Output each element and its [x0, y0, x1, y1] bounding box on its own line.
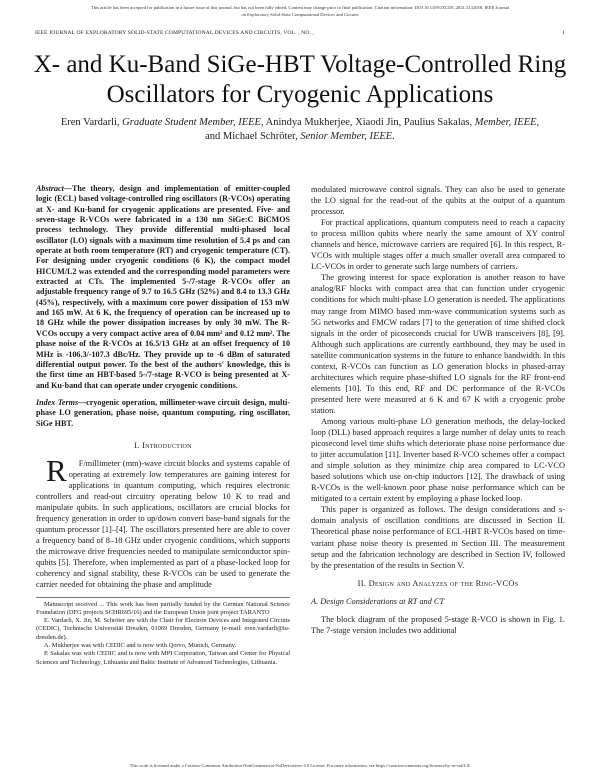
footnote-affiliation: A. Mukherjee was with CEDIC and is now with Qorvo, Munich, Germany.: [44, 642, 237, 649]
section-heading-introduction: I. Introduction: [134, 440, 192, 450]
license-notice: This work is licensed under a Creative Commons Attribution-NonCommercial-NoDerivatives 4.0 License. For more information, see https://creativecommons.org/licenses/by-nc-nd/4.0/: [129, 763, 471, 768]
abstract-text: —The theory, design and implementation of emitter-coupled logic (ECL) based voltage-controlled ring oscillators (R-VCOs) operating at X- and Ku-band for cryogenic applications are presented. Five- and seven-stage R-VCOs were fabricated in a 130 nm SiGe:C BiCMOS process technology. They provide differential multi-phased local oscillator (LO) signals with a maximum time resolution of 5.4 ps and can operate at both room temperature (RT) and cryogenic temperature (CT). For designing under cryogenic conditions (6 K), the compact model HICUM/L2 was extended and the corresponding model parameters were extracted at CTs. The implemented 5-/7-stage R-VCOs offer an adjustable frequency range of 9.7 to 16.5 GHz (52%) and 8.4 to 13.3 GHz (45%), respectively, with a maximum core power dissipation of 153 mW and 165 mW. At 6 K, the frequency of operation can be increased up to 18 GHz while the power dissipation increases by only 30 mW. The R-VCOs occupy a very compact active area of 0.04 mm² and 0.12 mm². The phase noise of the R-VCOs at 16.5/13 GHz at an offset frequency of 10 MHz is -106.3/-107.3 dBc/Hz. They provide up to -6 dBm of saturated differential output power. To the best of the authors' knowledge, this is the first time an HBT-based 5-/7-stage R-VCO is being presented at X- and Ku-band that can operate under cryogenic conditions.: [36, 184, 290, 390]
body-paragraph: Among various multi-phase LO generation methods, the delay-locked loop (DLL) based approach requires a large number of delay units to reach picosecond level time shifts which deteriorate phase noise performance due to jitter accumulation [11]. Inverter based R-VCO schemes offer a compact and simple solution as they minimize chip area compared to LC-VCO based solutions which use on-chip inductors [12]. The drawback of using R-VCOs is the well-known poor phase noise performance which can be mitigated to a certain extent by employing a phase locked loop.: [311, 416, 565, 504]
footnotes: [36, 597, 290, 667]
journal-name: IEEE JOURNAL OF EXPLORATORY SOLID-STATE COMPUTATIONAL DEVICES AND CIRCUITS, VOL. , NO. ,: [35, 30, 314, 36]
author-name: , Anindya Mukherjee, Xiaodi Jin, Paulius Sakalas,: [260, 117, 475, 128]
author-role: Member, IEEE: [474, 117, 537, 128]
footnote-affiliation: E. Vardarli, X. Jin, M. Schröter are with the Chair for Electron Devices and Integrated Circuits (CEDIC), Technische Universität Dresden, 01069 Dresden, Germany (e-mail: eren.vardarli@tu-dresden.de).: [36, 617, 290, 641]
body-paragraph: For practical applications, quantum computers need to reach a capacity to process million qubits where nearly the same amount of XY control channels and hence, microwave carriers are required [6]. In this respect, R-VCOs with multiple stages offer a much smaller overall area compared to LC-VCOs in order to generate such large numbers of carriers.: [311, 218, 565, 272]
author-name: , and Michael Schröter,: [205, 117, 540, 142]
author-list: [60, 116, 540, 143]
publication-notice: [20, 5, 580, 18]
body-paragraph: The block diagram of the proposed 5-stage R-VCO is shown in Fig. 1. The 7-stage version includes two additional: [311, 614, 565, 635]
body-paragraph: modulated microwave control signals. They can also be used to generate the LO signal for the read-out of the qubits at the output of a quantum processor.: [311, 185, 565, 217]
body-paragraph: This paper is organized as follows. The design considerations and s-domain analysis of oscillation conditions are discussed in Section II. Theoretical phase noise performance of ECL-HBT R-VCOs based on time-variant phase noise theory is presented in Section III. The measurement setup and the fabrication technology are described in Section IV, followed by the presentation of the results in Section V.: [311, 505, 565, 570]
drop-cap: R: [46, 452, 67, 488]
abstract: [36, 184, 290, 391]
intro-paragraph: [36, 452, 290, 591]
paper-title: X- and Ku-Band SiGe-HBT Voltage-Controlled Ring Oscillators for Cryogenic Applications: [33, 51, 567, 108]
abstract-label: Abstract: [36, 184, 64, 193]
right-column: [311, 184, 565, 636]
intro-paragraph-text: F/millimeter (mm)-wave circuit blocks and systems capable of operating at extremely low temperatures are gaining interest for applications in quantum computing, which requires electronic controllers and read-out circuitry operating below 10 K to read and manipulate qubits. In such applications, oscillators are crucial blocks for frequency generation in order to up/down convert base-band signals for the quantum processor [1]–[4]. The oscillators presented here are able to cover a frequency band of 8–18 GHz under cryogenic conditions, which supports the microwave drive frequencies needed to manipulate semiconductor spin-qubits [5]. Therefore, when implemented as part of a phase-locked loop for coherency and signal stability, these R-VCOs can be used to generate the carrier needed for obtaining the phase and amplitude: [36, 458, 290, 590]
author-role: Graduate Student Member, IEEE: [122, 117, 261, 128]
running-header: [35, 30, 565, 36]
index-terms: [36, 398, 290, 429]
section-heading-design: II. Design and Analyzes of the Ring-VCOs: [357, 578, 519, 588]
index-terms-label: Index Terms: [36, 397, 79, 407]
publication-notice-line2: on Exploratory Solid-State Computational Devices and Circuits: [241, 11, 359, 17]
publication-notice-line1: This article has been accepted for publication in a future issue of this journal, but has not been fully edited. Content may change prior to final publication. Citation information: DOI 10.1109/JXCDC.2021.3132658, IEEE Journal: [90, 5, 510, 10]
author-role: Senior Member, IEEE.: [300, 130, 395, 142]
page-number: 1: [562, 30, 565, 36]
subsection-heading: A. Design Considerations at RT and CT: [311, 596, 445, 606]
footnote-received: Manuscript received ... This work has been partially funded by the German National Science Foundation (DFG projects SCHR695/16) and the European Union joint project TARANTO: [36, 600, 290, 616]
author-name: Eren Vardarli,: [60, 117, 123, 128]
index-terms-text: —cryogenic operation, millimeter-wave circuit design, multi-phase LO generation, phase noise, quantum computing, ring oscillator, SiGe HBT.: [36, 397, 291, 428]
left-column: [36, 184, 290, 667]
footnote-affiliation: P. Sakalas was with CEDIC and is now with MPI Corporation, Taiwan and Center for Physical Sciences and Technology, Lithuania and Baltic Institute of Advanced Technologies, Lithuania.: [36, 650, 290, 666]
body-paragraph: The growing interest for space exploration is another reason to have analog/RF blocks with compact area that can function under cryogenic conditions for which multi-phase LO generation is needed. The applications may range from MIMO based mm-wave communication systems such as 5G networks and FMCW radars [7] to the generation of time shifted clock signals in the order of picoseconds crucial for UWB transceivers [8], [9]. Although such applications are currently earthbound, they may be used in satellite communication systems in the future to enhance bandwidth. In this context, R-VCOs can function as LO generation blocks in phased-array architectures which require phase-shifted LO signals for the RF front-end elements [10]. To this end, RF and DC performance of the R-VCOs presented here were measured at 6 K and 67 K with a cryogenic probe station.: [311, 273, 565, 415]
